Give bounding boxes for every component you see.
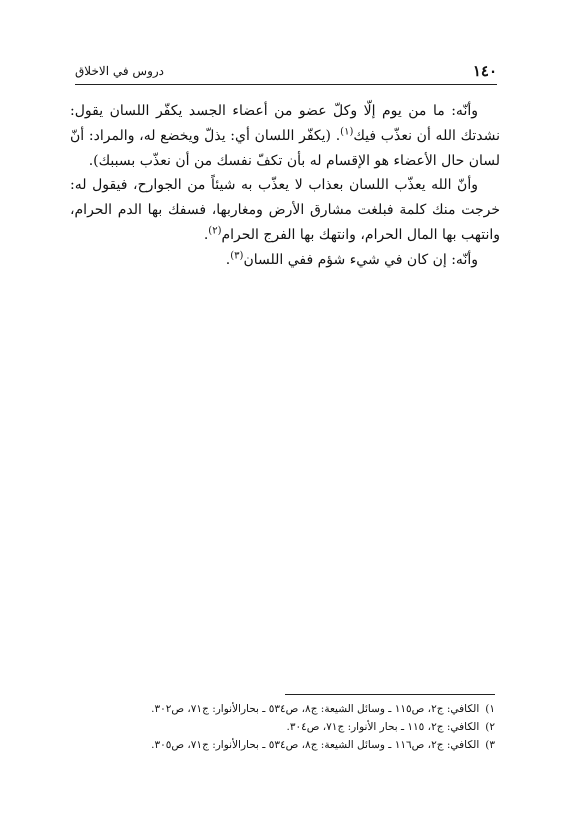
page-number: ١٤٠ bbox=[472, 62, 497, 80]
footnote-marker-2[interactable]: (٢) bbox=[208, 225, 222, 237]
footnote-3 bbox=[70, 736, 495, 754]
footnote-1-text: الكافي: ج٢، ص١١٥ ـ وسائل الشيعة: ج٨، ص٥٣٤ ـ بحارالأنوار: ج٧١، ص٣٠٢. bbox=[151, 703, 480, 715]
footnote-divider bbox=[285, 694, 495, 695]
running-title: دروس في الاخلاق bbox=[75, 64, 165, 78]
footnote-3-number: ٣) bbox=[485, 739, 495, 751]
footnotes bbox=[70, 700, 495, 754]
footnote-marker-1[interactable]: (١) bbox=[340, 126, 354, 138]
footnote-marker-3[interactable]: (٣) bbox=[230, 250, 244, 262]
paragraph-3-text: وأنّه: إن كان في شيء شؤم ففي اللسان bbox=[243, 251, 478, 268]
paragraph-1 bbox=[70, 99, 500, 173]
page-header bbox=[75, 62, 497, 85]
paragraph-2 bbox=[70, 173, 500, 247]
paragraph-3-tail: . bbox=[225, 251, 231, 268]
footnote-1-number: ١) bbox=[485, 703, 495, 715]
footnote-2-text: الكافي: ج٢، ١١٥ ـ بحار الأنوار: ج٧١، ص٣٠٤. bbox=[286, 721, 480, 733]
body-text bbox=[70, 99, 500, 273]
paragraph-1-tail: . (يكفّر اللسان أي: يذلّ ويخضع له، والمراد: أنّ لسان حال الأعضاء هو الإقسام له بأن تكفّ نفسك من أن نعذّب بسببك). bbox=[70, 127, 500, 169]
paragraph-2-text: وأنّ الله يعذّب اللسان بعذاب لا يعذّب به شيئاً من الجوارح، فيقول له: خرجت منك كلمة فبلغت مشارق الأرض ومغاربها، فسفك بها الدم الحرام، وانتهب بها المال الحرام، وانتهك بها الفرج الحرام bbox=[70, 177, 500, 243]
paragraph-1-text: وأنّه: ما من يوم إلّا وكلّ عضو من أعضاء الجسد يكفّر اللسان يقول: نشدتك الله أن نعذّب فيك bbox=[70, 103, 500, 144]
paragraph-3 bbox=[70, 248, 500, 273]
footnote-1 bbox=[70, 700, 495, 718]
footnote-2-number: ٢) bbox=[485, 721, 495, 733]
paragraph-2-tail: . bbox=[203, 226, 209, 243]
footnote-2 bbox=[70, 718, 495, 736]
footnote-3-text: الكافي: ج٢، ص١١٦ ـ وسائل الشيعة: ج٨، ص٥٣٤ ـ بحارالأنوار: ج٧١، ص٣٠٥. bbox=[151, 739, 480, 751]
